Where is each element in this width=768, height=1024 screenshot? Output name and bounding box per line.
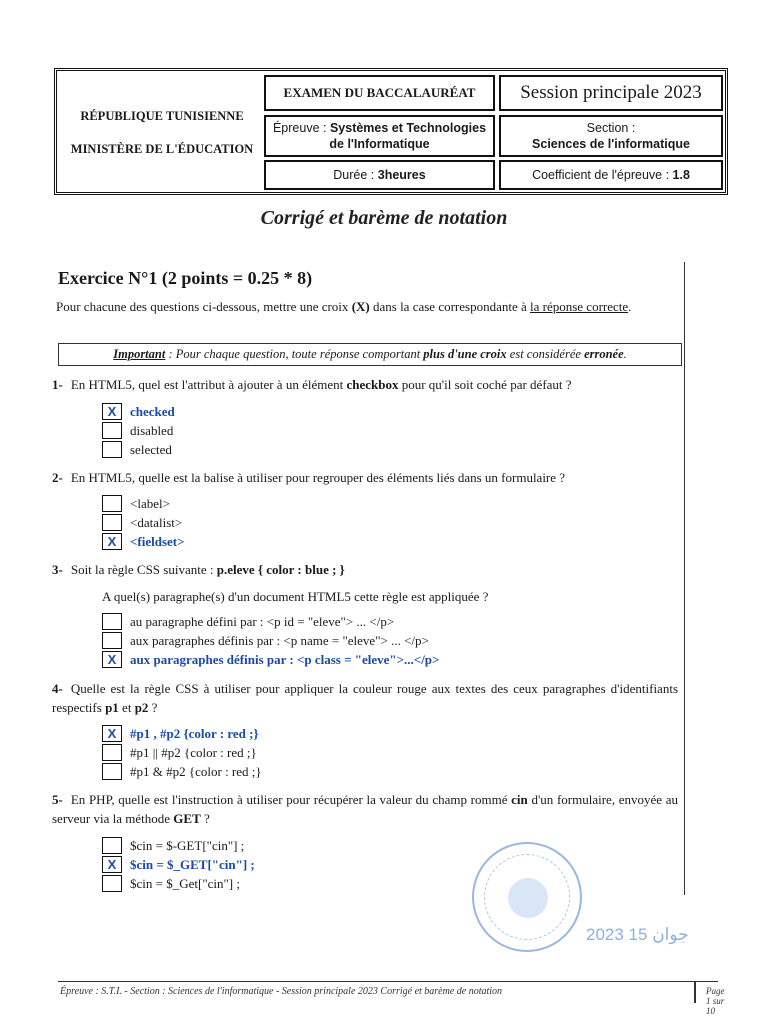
- question-bold: checkbox: [346, 377, 399, 392]
- answer-checkbox[interactable]: [102, 744, 122, 761]
- answer-checkbox[interactable]: [102, 441, 122, 458]
- question-2-options: [102, 494, 185, 551]
- answer-checkbox[interactable]: [102, 422, 122, 439]
- answer-checkbox[interactable]: [102, 875, 122, 892]
- option-row: [102, 513, 185, 532]
- margin-line: [684, 262, 685, 895]
- section-cell: [499, 115, 723, 157]
- option-label: $cin = $_GET["cin"] ;: [130, 856, 255, 872]
- question-bold-2: GET: [173, 811, 201, 826]
- option-row: [102, 532, 185, 551]
- option-label: #p1 & #p2 {color : red ;}: [130, 763, 262, 779]
- option-label: #p1 , #p2 {color : red ;}: [130, 725, 259, 741]
- question-number: 2-: [52, 470, 63, 485]
- intro-end: .: [628, 299, 632, 314]
- option-label: $cin = $-GET["cin"] ;: [130, 837, 245, 853]
- answer-checkbox[interactable]: [102, 837, 122, 854]
- intro-mark: (X): [351, 299, 370, 314]
- option-row: [102, 743, 262, 762]
- duree-label: Durée :: [333, 168, 378, 182]
- option-row: [102, 650, 439, 669]
- option-row: [102, 855, 255, 874]
- option-row: [102, 724, 262, 743]
- official-stamp-icon: [472, 842, 582, 952]
- option-row: [102, 874, 255, 893]
- question-number: 5-: [52, 792, 63, 807]
- coef-label: Coefficient de l'épreuve :: [532, 168, 673, 182]
- question-1: [52, 375, 572, 394]
- question-3-subtext: A quel(s) paragraphe(s) d'un document HTML5 cette règle est appliquée ?: [102, 589, 489, 604]
- header-table: [54, 68, 728, 195]
- stamp-date: 2023 جوان 15: [586, 925, 689, 944]
- epreuve-value: Systèmes et Technologies de l'Informatique: [329, 121, 487, 151]
- option-label: aux paragraphes définis par : <p class = "eleve">...</p>: [130, 651, 440, 667]
- important-end: .: [623, 347, 627, 361]
- option-label: au paragraphe défini par : <p id = "eleve"> ... </p>: [130, 613, 395, 629]
- option-label: checked: [130, 403, 175, 419]
- question-text: Quelle est la règle CSS à utiliser pour appliquer la couleur rouge aux textes des ceux paragraphes d'identifiants respectifs: [52, 681, 678, 715]
- question-text: En HTML5, quelle est la balise à utiliser pour regrouper des éléments liés dans un formulaire ?: [70, 470, 566, 485]
- question-bold: p1: [105, 700, 119, 715]
- question-text-end: ?: [148, 700, 158, 715]
- answer-checkbox[interactable]: [102, 514, 122, 531]
- question-bold: cin: [511, 792, 528, 807]
- question-number: 3-: [52, 562, 63, 577]
- question-3: [52, 560, 345, 579]
- answer-checkbox[interactable]: X: [102, 856, 122, 873]
- question-text: En PHP, quelle est l'instruction à utiliser pour récupérer la valeur du champ rommé: [70, 792, 512, 807]
- question-4: [52, 679, 678, 717]
- important-label: Important: [113, 347, 166, 361]
- option-row: [102, 762, 262, 781]
- question-text: Soit la règle CSS suivante :: [70, 562, 217, 577]
- option-label: selected: [130, 441, 172, 457]
- option-row: [102, 494, 185, 513]
- coefficient-cell: [499, 160, 723, 190]
- question-bold-2: p2: [134, 700, 149, 715]
- option-row: [102, 402, 175, 421]
- important-text: : Pour chaque question, toute réponse comportant: [165, 347, 424, 361]
- footer-separator: [694, 981, 696, 1003]
- intro-underlined: la réponse correcte: [530, 299, 629, 314]
- duree-cell: [264, 160, 495, 190]
- exam-cell: [264, 75, 495, 111]
- answer-checkbox[interactable]: X: [102, 533, 122, 550]
- page-footer: [58, 981, 725, 1016]
- footer-text: Épreuve : S.T.I. - Section : Sciences de l'informatique - Session principale 2023 Corrigé et barème de notation: [60, 986, 503, 997]
- question-3-options: [102, 612, 439, 669]
- session-label: Session principale 2023: [520, 82, 702, 103]
- answer-checkbox[interactable]: X: [102, 725, 122, 742]
- answer-checkbox[interactable]: [102, 613, 122, 630]
- question-text-mid: et: [118, 700, 135, 715]
- republic-label: RÉPUBLIQUE TUNISIENNE: [80, 108, 244, 123]
- option-label: <label>: [130, 495, 170, 511]
- option-row: [102, 631, 439, 650]
- question-number: 4-: [52, 681, 63, 696]
- question-bold: p.eleve { color : blue ; }: [216, 562, 345, 577]
- coef-value: 1.8: [672, 168, 690, 182]
- option-row: [102, 421, 175, 440]
- option-label: $cin = $_Get["cin"] ;: [130, 875, 240, 891]
- option-label: disabled: [130, 422, 174, 438]
- option-row: [102, 836, 255, 855]
- question-text-end: pour qu'il soit coché par défaut ?: [398, 377, 572, 392]
- answer-checkbox[interactable]: [102, 495, 122, 512]
- question-1-options: [102, 402, 175, 459]
- question-4-options: [102, 724, 262, 781]
- epreuve-label: Épreuve :: [272, 121, 330, 135]
- option-label: <fieldset>: [130, 533, 185, 549]
- ministry-label: MINISTÈRE DE L'ÉDUCATION: [70, 141, 254, 156]
- option-label: #p1 || #p2 {color : red ;}: [130, 744, 257, 760]
- intro-text-2: dans la case correspondante à: [369, 299, 530, 314]
- epreuve-cell: [264, 115, 495, 157]
- header-ministry-cell: [61, 75, 263, 190]
- answer-checkbox[interactable]: X: [102, 651, 122, 668]
- duree-value: 3heures: [377, 168, 426, 182]
- question-text-mid: d'un formulaire, envoyée au serveur via la méthode: [52, 792, 678, 826]
- important-bold: plus d'une croix: [423, 347, 507, 361]
- answer-checkbox[interactable]: [102, 763, 122, 780]
- session-cell: [499, 75, 723, 111]
- option-row: [102, 440, 175, 459]
- section-label: Section :: [586, 121, 636, 135]
- page-number: Page 1 sur 10: [706, 986, 725, 1016]
- important-text-2: est considérée: [506, 347, 585, 361]
- option-label: aux paragraphes définis par : <p name = "eleve"> ... </p>: [130, 632, 429, 648]
- exercise-title: Exercice N°1 (2 points = 0.25 * 8): [58, 268, 313, 288]
- footer-rule: [58, 981, 718, 982]
- section-value: Sciences de l'informatique: [532, 137, 690, 151]
- question-text: En HTML5, quel est l'attribut à ajouter à un élément: [70, 377, 347, 392]
- option-row: [102, 612, 439, 631]
- exam-label: EXAMEN DU BACCALAURÉAT: [283, 85, 476, 100]
- question-5: [52, 790, 678, 828]
- exercise-instructions: [56, 297, 682, 316]
- question-5-options: [102, 836, 255, 893]
- answer-checkbox[interactable]: [102, 632, 122, 649]
- document-title: Corrigé et barème de notation: [260, 207, 508, 229]
- option-label: <datalist>: [130, 514, 183, 530]
- intro-text: Pour chacune des questions ci-dessous, mettre une croix: [56, 299, 352, 314]
- question-text-end: ?: [200, 811, 210, 826]
- question-2: [52, 468, 565, 487]
- important-bold-2: erronée: [584, 347, 624, 361]
- question-number: 1-: [52, 377, 63, 392]
- important-note: [58, 343, 682, 366]
- answer-checkbox[interactable]: X: [102, 403, 122, 420]
